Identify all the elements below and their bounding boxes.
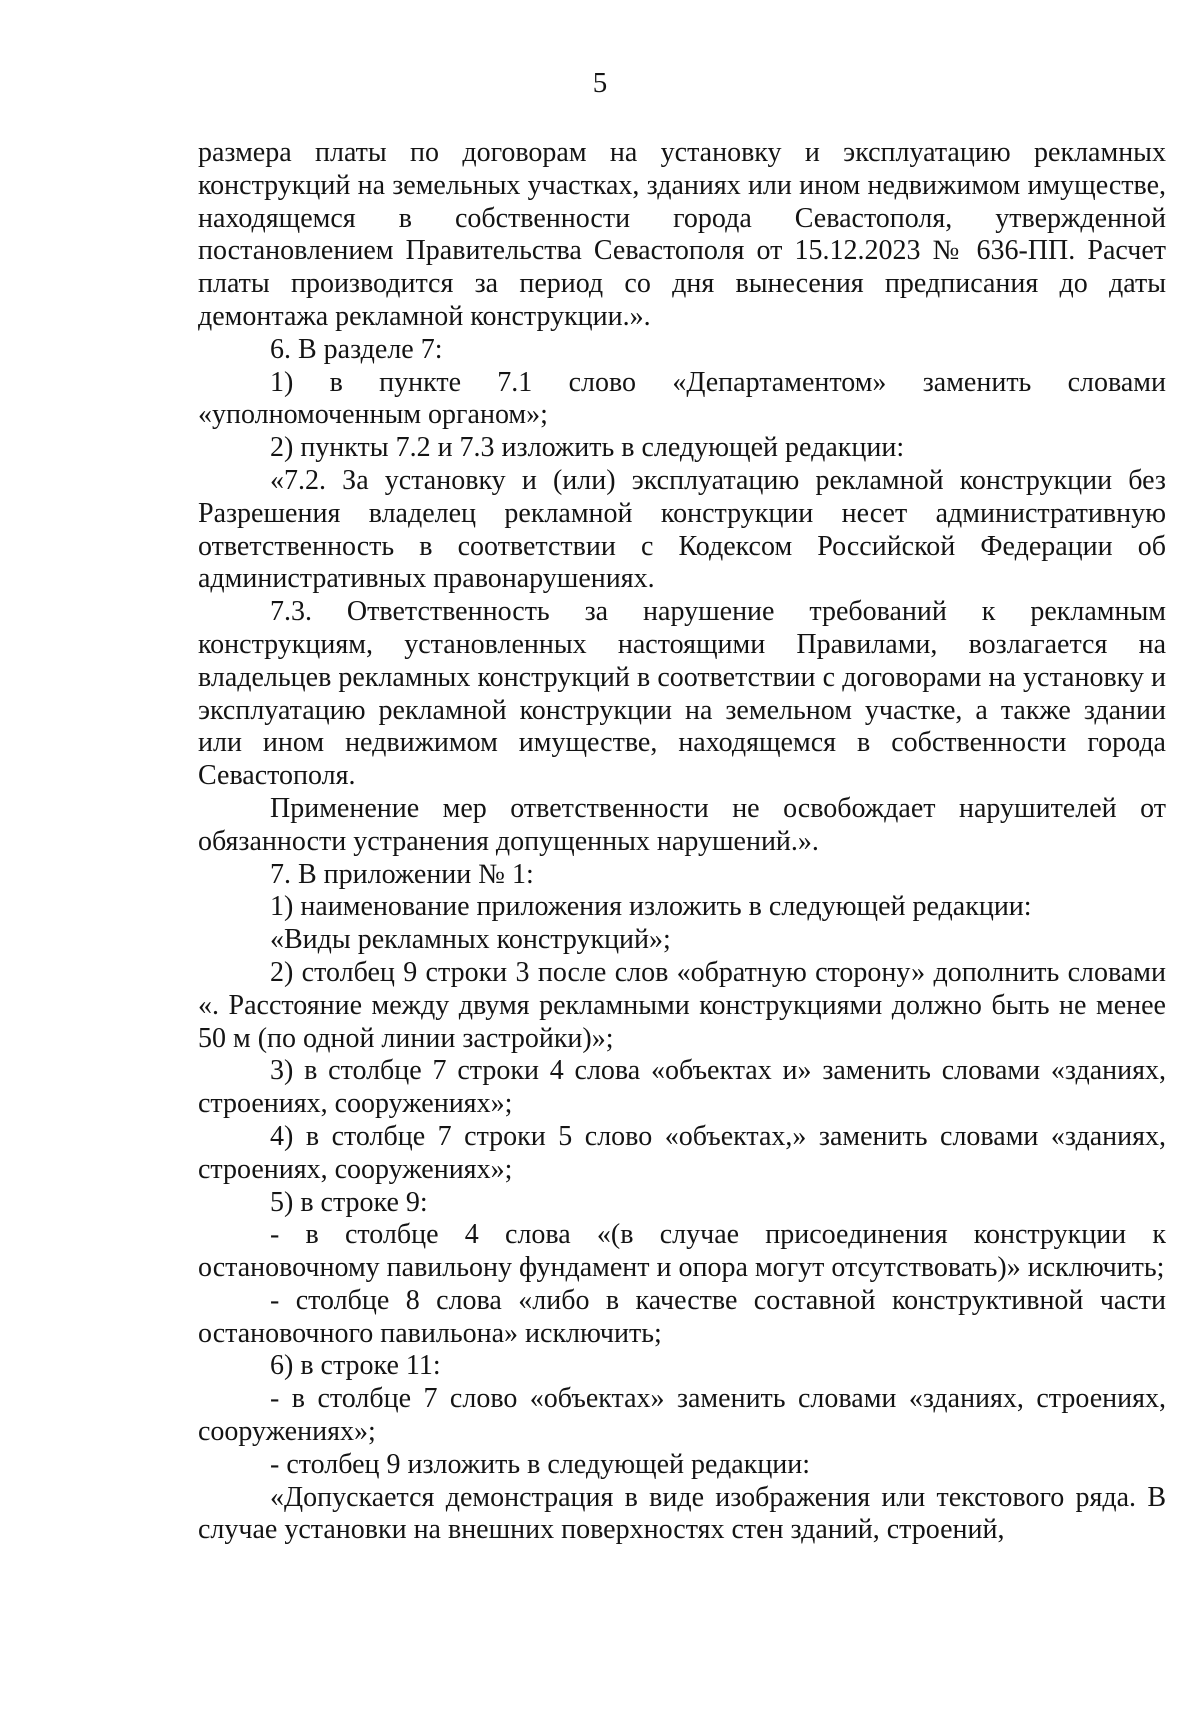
page-number: 5 xyxy=(592,67,608,99)
paragraph-appendix-item-4: 4) в столбце 7 строки 5 слово «объектах,» заменить словами «зданиях, строениях, сооружениях»; xyxy=(198,1120,1166,1185)
paragraph-appendix-item-2: 2) столбец 9 строки 3 после слов «обратную сторону» дополнить словами «. Расстояние между двумя рекламными конструкциями должно быть не менее 50 м (по одной линии застройки)»; xyxy=(198,956,1166,1054)
paragraph-responsibility: Применение мер ответственности не освобождает нарушителей от обязанности устранения допущенных нарушений.». xyxy=(198,792,1166,857)
paragraph-appendix-item-6: 6) в строке 11: xyxy=(270,1350,441,1382)
paragraph-row-9-col-4: - в столбце 4 слова «(в случае присоединения конструкции к остановочному павильону фундамент и опора могут отсутствовать)» исключить; xyxy=(198,1219,1166,1284)
paragraph-item-1: 1) в пункте 7.1 слово «Департаментом» заменить словами «уполномоченным органом»; xyxy=(198,366,1166,431)
paragraph-item-2: 2) пункты 7.2 и 7.3 изложить в следующей редакции: xyxy=(270,432,905,464)
document-body xyxy=(198,137,1166,1547)
paragraph-clause-7-2: «7.2. За установку и (или) эксплуатацию рекламной конструкции без Разрешения владелец рекламной конструкции несет административную ответственность в соответствии с Кодексом Российской Федерации об административных правонарушениях. xyxy=(198,464,1166,595)
paragraph-new-text: «Допускается демонстрация в виде изображения или текстового ряда. В случае установки на внешних поверхностях стен зданий, строений, xyxy=(198,1481,1166,1546)
paragraph-row-11-col-7: - в столбце 7 слово «объектах» заменить словами «зданиях, строениях, сооружениях»; xyxy=(198,1383,1166,1448)
paragraph-appendix-title: «Виды рекламных конструкций»; xyxy=(270,924,671,956)
paragraph-continuation: размера платы по договорам на установку и эксплуатацию рекламных конструкций на земельных участках, зданиях или ином недвижимом имуществе, находящемся в собственности города Севастополя, утвержденной постановлением Правительства Севастополя от 15.12.2023 № 636-ПП. Расчет платы производится за период со дня вынесения предписания до даты демонтажа рекламной конструкции.». xyxy=(198,137,1166,332)
paragraph-section-6-heading: 6. В разделе 7: xyxy=(270,333,443,365)
paragraph-appendix-item-1: 1) наименование приложения изложить в следующей редакции: xyxy=(270,891,1032,923)
paragraph-row-11-col-9: - столбец 9 изложить в следующей редакции: xyxy=(270,1448,811,1480)
paragraph-section-7-heading: 7. В приложении № 1: xyxy=(270,858,534,890)
paragraph-clause-7-3: 7.3. Ответственность за нарушение требований к рекламным конструкциям, установленных настоящими Правилами, возлагается на владельцев рекламных конструкций в соответствии с договорами на установку и эксплуатацию рекламной конструкции на земельном участке, а также здании или ином недвижимом имуществе, находящемся в собственности города Севастополя. xyxy=(198,596,1166,792)
paragraph-row-9-col-8: - столбце 8 слова «либо в качестве составной конструктивной части остановочного павильона» исключить; xyxy=(198,1284,1166,1349)
paragraph-appendix-item-3: 3) в столбце 7 строки 4 слова «объектах и» заменить словами «зданиях, строениях, сооружениях»; xyxy=(198,1055,1166,1120)
paragraph-appendix-item-5: 5) в строке 9: xyxy=(270,1186,428,1218)
